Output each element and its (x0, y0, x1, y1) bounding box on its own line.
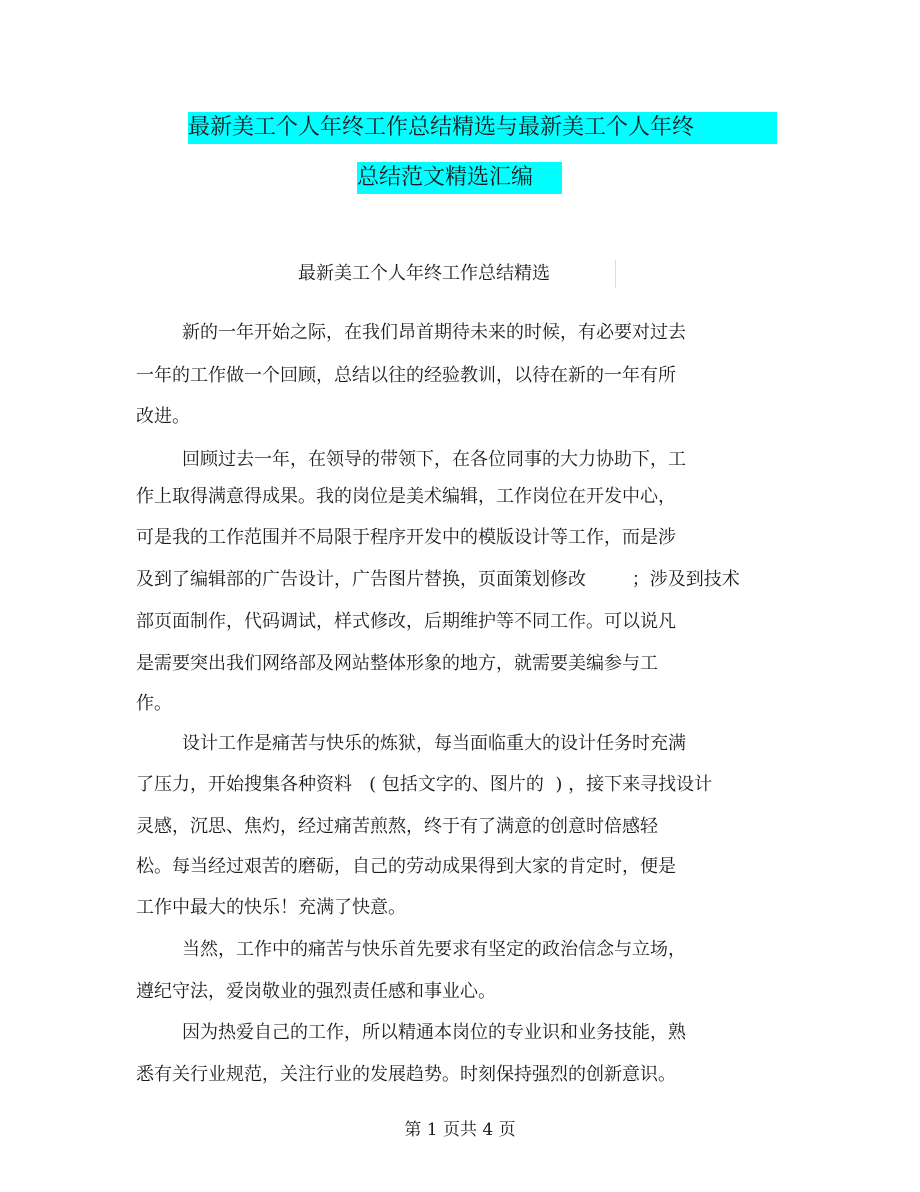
body-line: 了压力，开始搜集各种资料 ( 包括文字的、图片的 ) ，接下来寻找设计 (136, 774, 713, 795)
body-line: 工作中最大的快乐！充满了快意。 (136, 897, 406, 918)
body-line: 一年的工作做一个回顾，总结以往的经验教训，以待在新的一年有所 (136, 365, 676, 386)
body-line: 回顾过去一年，在领导的带领下，在各位同事的大力协助下，工 (182, 449, 686, 470)
body-line: 悉有关行业规范，关注行业的发展趋势。时刻保持强烈的创新意识。 (136, 1064, 676, 1085)
body-line: 可是我的工作范围并不局限于程序开发中的模版设计等工作，而是涉 (136, 527, 676, 548)
body-line: 及到了编辑部的广告设计，广告图片替换，页面策划修改 ；涉及到技术 (136, 569, 740, 590)
body-line: 部页面制作，代码调试，样式修改，后期维护等不同工作。可以说凡 (136, 611, 676, 632)
body-line: 是需要突出我们网络部及网站整体形象的地方，就需要美编参与工 (136, 653, 658, 674)
body-line: 作。 (136, 693, 172, 714)
body-line: 设计工作是痛苦与快乐的炼狱，每当面临重大的设计任务时充满 (182, 733, 686, 754)
body-line: 因为热爱自己的工作，所以精通本岗位的专业识和业务技能，熟 (182, 1022, 686, 1043)
document-title-line-1: 最新美工个人年终工作总结精选与最新美工个人年终 (188, 112, 777, 144)
section-subtitle: 最新美工个人年终工作总结精选 (298, 260, 616, 288)
body-line: 新的一年开始之际，在我们昂首期待未来的时候，有必要对过去 (182, 322, 686, 343)
body-line: 松。每当经过艰苦的磨砺，自己的劳动成果得到大家的肯定时，便是 (136, 856, 676, 877)
body-line: 改进。 (136, 406, 190, 427)
body-line: 当然，工作中的痛苦与快乐首先要求有坚定的政治信念与立场， (182, 939, 686, 960)
body-line: 遵纪守法，爱岗敬业的强烈责任感和事业心。 (136, 981, 496, 1002)
body-line: 灵感，沉思、焦灼，经过痛苦煎熬，终于有了满意的创意时倍感轻 (136, 816, 658, 837)
page-number: 第 1 页共 4 页 (404, 1120, 516, 1140)
body-line: 作上取得满意得成果。我的岗位是美术编辑，工作岗位在开发中心， (136, 486, 676, 507)
document-title-line-2: 总结范文精选汇编 (357, 162, 562, 194)
